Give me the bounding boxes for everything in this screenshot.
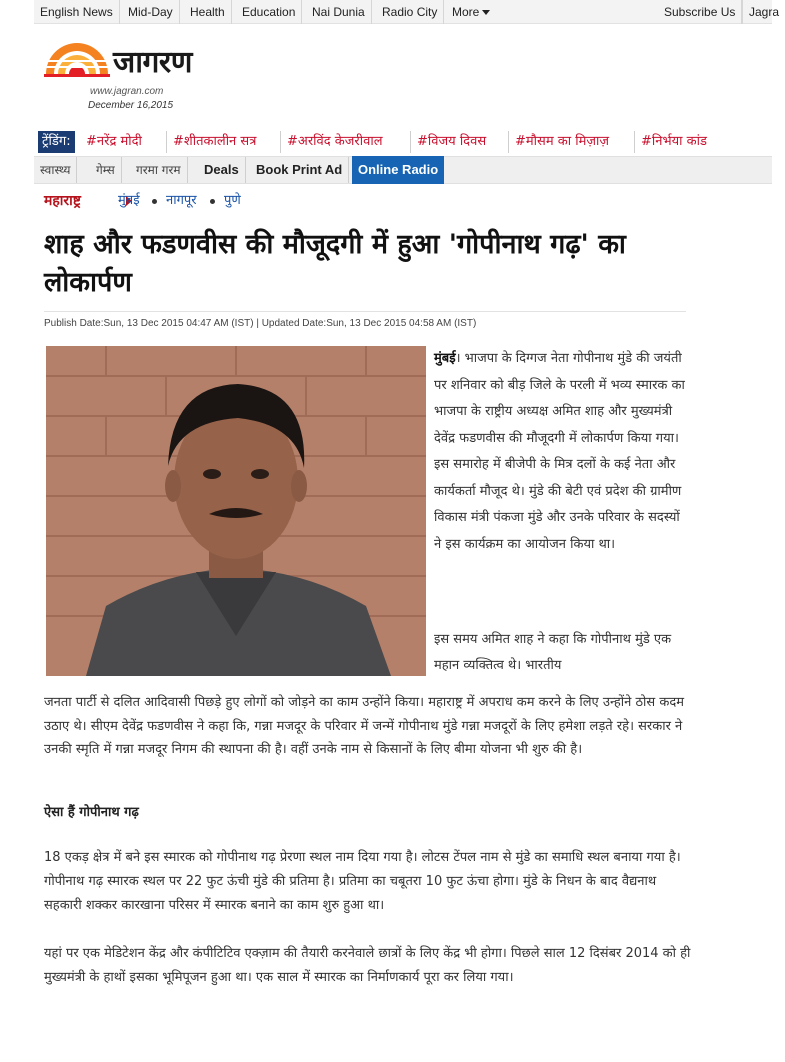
publish-dateline: Publish Date:Sun, 13 Dec 2015 04:47 AM (IST) | Updated Date:Sun, 13 Dec 2015 04:58 AM (IST) [44,318,477,329]
breadcrumb-mumbai[interactable]: मुंबई [118,193,140,208]
divider [44,311,686,312]
trend-item-winter-session[interactable]: #शीतकालीन सत्र [166,131,256,153]
caret-down-icon [482,10,490,15]
nav-nai-dunia[interactable]: Nai Dunia [306,0,372,24]
secnav-health[interactable]: स्वास्थ्य [34,157,77,183]
secnav-deals[interactable]: Deals [198,157,246,183]
secondary-nav [34,156,772,184]
trending-label: ट्रेंडिंग: [38,131,75,153]
nav-radio-city[interactable]: Radio City [376,0,444,24]
breadcrumb-pune[interactable]: पुणे [224,193,241,208]
nav-health[interactable]: Health [184,0,232,24]
bullet-dot [210,199,215,204]
trend-item-nirbhaya[interactable]: #निर्भया कांड [634,131,707,153]
nav-more-label: More [452,5,480,19]
secnav-games[interactable]: गेम्स [90,157,122,183]
nav-jagran-cut[interactable]: Jagra [742,0,785,24]
breadcrumb-state[interactable]: महाराष्ट्र [44,193,81,209]
top-nav [34,0,780,24]
article-subheading: ऐसा हैं गोपीनाथ गढ़ [44,805,139,820]
article-headline: शाह और फडणवीस की मौजूदगी में हुआ 'गोपीनाथ गढ़' का लोकार्पण [44,229,626,298]
article-paragraph: 18 एकड़ क्षेत्र में बने इस स्मारक को गोपीनाथ गढ़ प्रेरणा स्थल नाम दिया गया है। लोटस टेंपल नाम से मुंडे का समाधि स्थल बनाया गया है। गोपीनाथ गढ़ स्मारक स्थल पर 22 फुट ऊंची मुंडे की प्रतिमा है। प्रतिमा का चबूतरा 10 फुट ऊंचा होगा। मुंडे के निधन के बाद वैद्यनाथ सहकारी शक्कर कारखाना परिसर में स्मारक बनाने का काम शुरु हुआ था। [44,850,681,913]
masthead-date: December 16,2015 [88,100,174,111]
article-paragraph: इस समय अमित शाह ने कहा कि गोपीनाथ मुंडे एक महान व्यक्तित्व थे। भारतीय [434,632,672,673]
nav-mid-day[interactable]: Mid-Day [122,0,180,24]
logo-wordmark[interactable]: जागरण [113,45,192,80]
lead-dateline-place: मुंबई [434,351,456,366]
trend-item-weather[interactable]: #मौसम का मिज़ाज़ [508,131,609,153]
secnav-garma-garam[interactable]: गरमा गरम [130,157,188,183]
lead-text: । भाजपा के दिग्गज नेता गोपीनाथ मुंडे की जयंती पर शनिवार को बीड़ जिले के परली में भव्य स्मारक का भाजपा के राष्ट्रीय अध्यक्ष अमित शाह और मुख्यमंत्री देवेंद्र फडणवीस की मौजूदगी में लोकार्पण किया गया। इस समारोह में बीजेपी के मित्र दलों के कई नेता और कार्यकर्ता मौजूद थे। मुंडे की बेटी एवं प्रदेश की ग्रामीण विकास मंत्री पंकजा मुंडे और उनके परिवार के सदस्यों ने इस कार्यक्रम का आयोजन किया था। [434,351,685,552]
bullet-dot [152,199,157,204]
article-photo[interactable] [46,346,426,676]
secnav-book-print-ad[interactable]: Book Print Ad [250,157,349,183]
article-lead [434,346,688,558]
trend-item-modi[interactable]: #नरेंद्र मोदी [86,134,142,149]
trend-item-vijay-diwas[interactable]: #विजय दिवस [410,131,486,153]
nav-english-news[interactable]: English News [34,0,120,24]
trend-item-kejriwal[interactable]: #अरविंद केजरीवाल [280,131,383,153]
site-url: www.jagran.com [90,86,164,97]
secnav-online-radio[interactable]: Online Radio [352,156,444,184]
nav-more[interactable] [446,0,496,24]
subscribe-link[interactable]: Subscribe Us [658,0,742,24]
breadcrumb-nagpur[interactable]: नागपूर [166,193,197,208]
nav-education[interactable]: Education [236,0,302,24]
article-paragraph: जनता पार्टी से दलित आदिवासी पिछड़े हुए लोगों को जोड़ने का काम उन्होंने किया। महाराष्ट्र में अपराध कम करने के लिए उन्होंने ठोस कदम उठाए थे। सीएम देवेंद्र फडणवीस ने कहा कि, गन्ना मजदूर के परिवार में जन्में गोपीनाथ मुंडे गन्ना मजदूरों के लिए हमेशा लड़ते रहे। सरकार ने उनकी स्मृति में गन्ना मजदूर निगम की स्थापना की है। वहीं उनके नाम से किसानों के लिए बीमा योजना भी शुरु की है। [44,695,684,757]
article-paragraph: यहां पर एक मेडिटेशन केंद्र और कंपीटिटिव एक्ज़ाम की तैयारी करनेवाले छात्रों के लिए केंद्र भी होगा। पिछले साल 12 दिसंबर 2014 को ही मुख्यमंत्री के हाथों इसका भूमिपूजन हुआ था। एक साल में स्मारक का निर्माणकार्य पूरा कर लिया गया। [44,946,691,985]
